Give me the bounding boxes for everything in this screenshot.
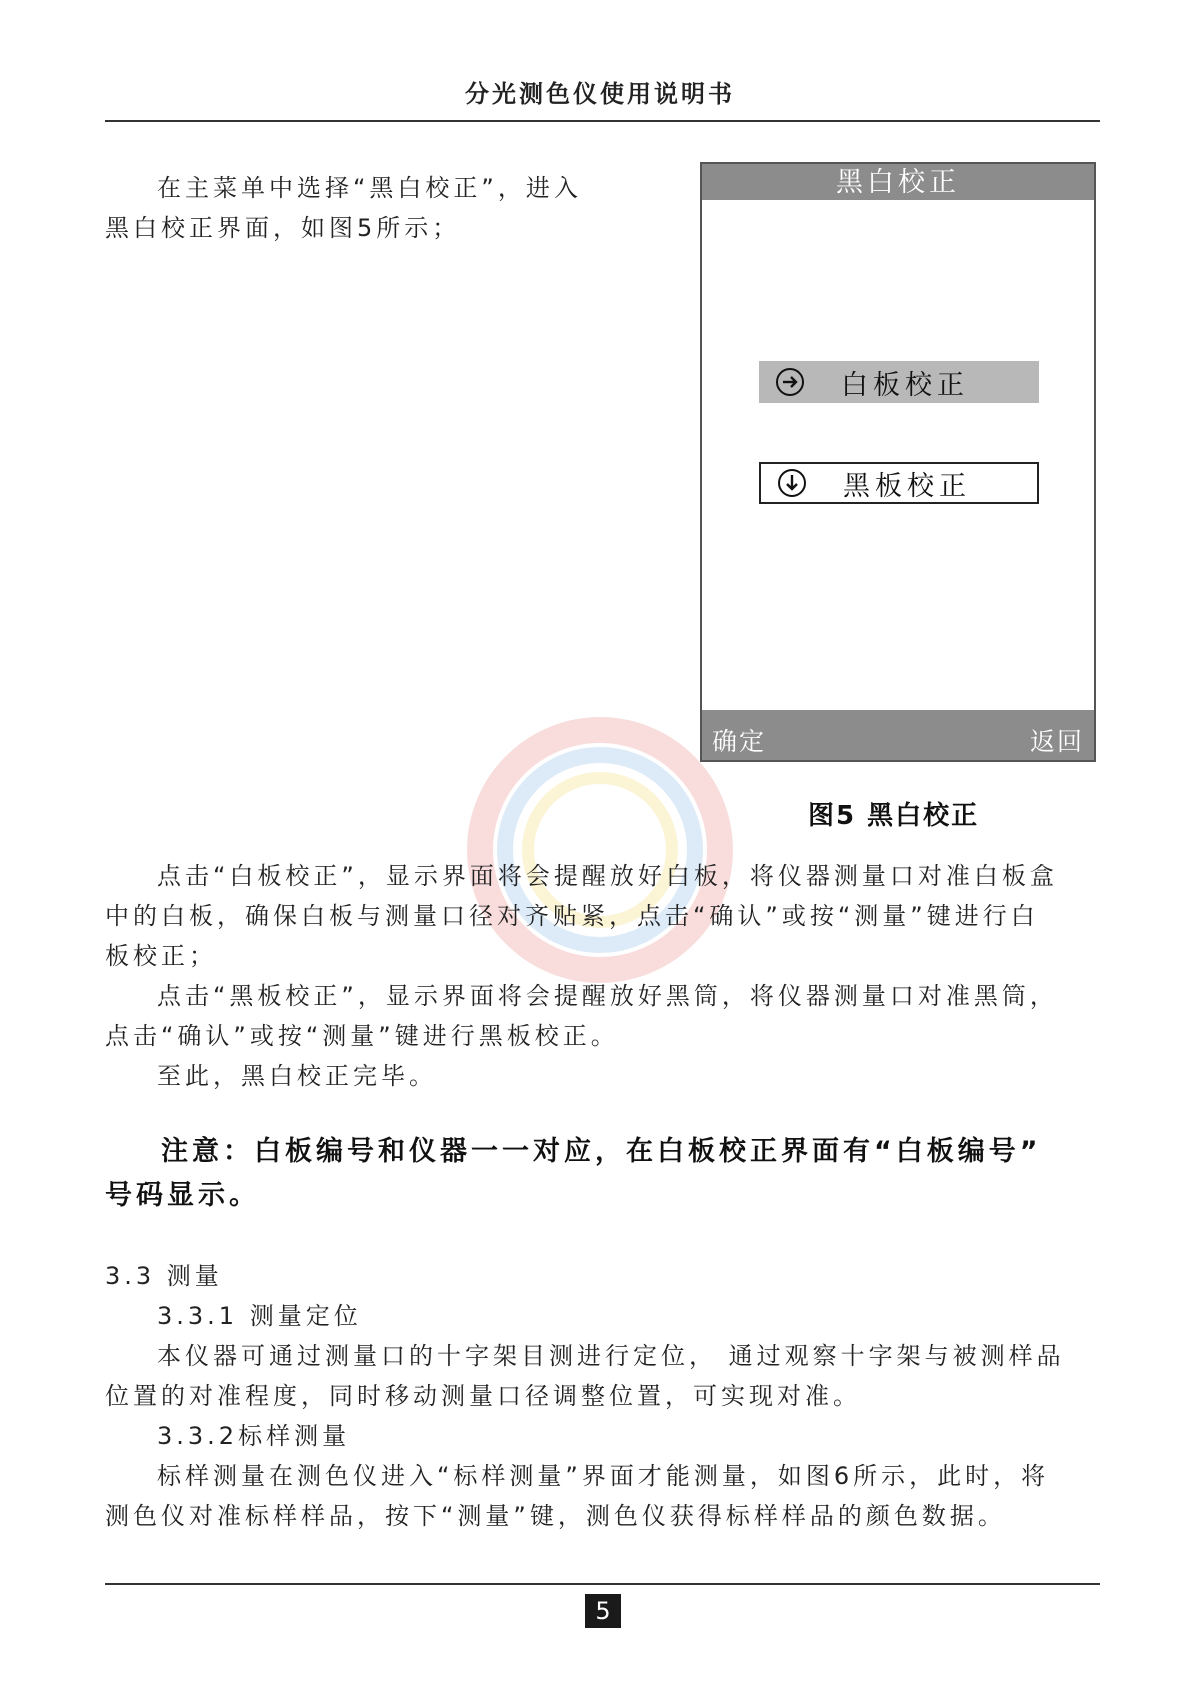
white-cal-line-1: 点击“白板校正”，显示界面将会提醒放好白板，将仪器测量口对准白板盒 bbox=[157, 862, 1058, 890]
subsection-3-3-2-line-2: 测色仪对准标样样品，按下“测量”键，测色仪获得标样样品的颜色数据。 bbox=[105, 1502, 1006, 1530]
subsection-3-3-1-line-1: 本仪器可通过测量口的十字架目测进行定位， 通过观察十字架与被测样品 bbox=[157, 1342, 1065, 1370]
subsection-3-3-2-line-1: 标样测量在测色仪进入“标样测量”界面才能测量，如图6所示，此时，将 bbox=[157, 1462, 1050, 1490]
back-softkey[interactable]: 返回 bbox=[1029, 727, 1084, 756]
intro-paragraph bbox=[105, 168, 582, 248]
page-number: 5 bbox=[585, 1594, 621, 1628]
black-calibration-button[interactable] bbox=[759, 462, 1039, 504]
arrow-down-circle-icon bbox=[777, 468, 807, 498]
white-calibration-button[interactable] bbox=[759, 361, 1039, 403]
figure-caption: 图5 黑白校正 bbox=[808, 801, 980, 831]
subsection-3-3-1-heading: 3.3.1 测量定位 bbox=[157, 1302, 362, 1330]
done-line: 至此，黑白校正完毕。 bbox=[157, 1062, 437, 1090]
device-screen-figure bbox=[700, 162, 1096, 762]
section-3-3 bbox=[105, 1256, 1105, 1536]
black-calibration-paragraph bbox=[105, 976, 1105, 1096]
section-heading: 3.3 测量 bbox=[105, 1262, 223, 1290]
intro-line-1: 在主菜单中选择“黑白校正”，进入 bbox=[157, 174, 582, 202]
note-line-1: 注意：白板编号和仪器一一对应，在白板校正界面有“白板编号” bbox=[161, 1136, 1042, 1167]
black-cal-line-2: 点击“确认”或按“测量”键进行黑板校正。 bbox=[105, 1022, 619, 1050]
subsection-3-3-1-line-2: 位置的对准程度，同时移动测量口径调整位置，可实现对准。 bbox=[105, 1382, 861, 1410]
white-calibration-label: 白板校正 bbox=[841, 369, 969, 401]
white-cal-line-3: 板校正； bbox=[105, 942, 217, 970]
subsection-3-3-2-heading: 3.3.2标样测量 bbox=[157, 1422, 351, 1450]
white-cal-line-2: 中的白板，确保白板与测量口径对齐贴紧，点击“确认”或按“测量”键进行白 bbox=[105, 902, 1039, 930]
note-block bbox=[105, 1130, 1085, 1218]
white-calibration-paragraph bbox=[105, 856, 1105, 976]
note-line-2: 号码显示。 bbox=[105, 1180, 260, 1211]
black-cal-line-1: 点击“黑板校正”，显示界面将会提醒放好黑筒，将仪器测量口对准黑筒， bbox=[157, 982, 1058, 1010]
screen-title: 黑白校正 bbox=[702, 164, 1094, 200]
confirm-softkey[interactable]: 确定 bbox=[712, 727, 767, 756]
header-rule bbox=[105, 120, 1100, 122]
intro-line-2: 黑白校正界面，如图5所示； bbox=[105, 214, 461, 242]
footer-rule bbox=[105, 1583, 1100, 1585]
black-calibration-label: 黑板校正 bbox=[843, 470, 971, 502]
arrow-right-circle-icon bbox=[775, 367, 805, 397]
page-header: 分光测色仪使用说明书 bbox=[465, 80, 735, 108]
